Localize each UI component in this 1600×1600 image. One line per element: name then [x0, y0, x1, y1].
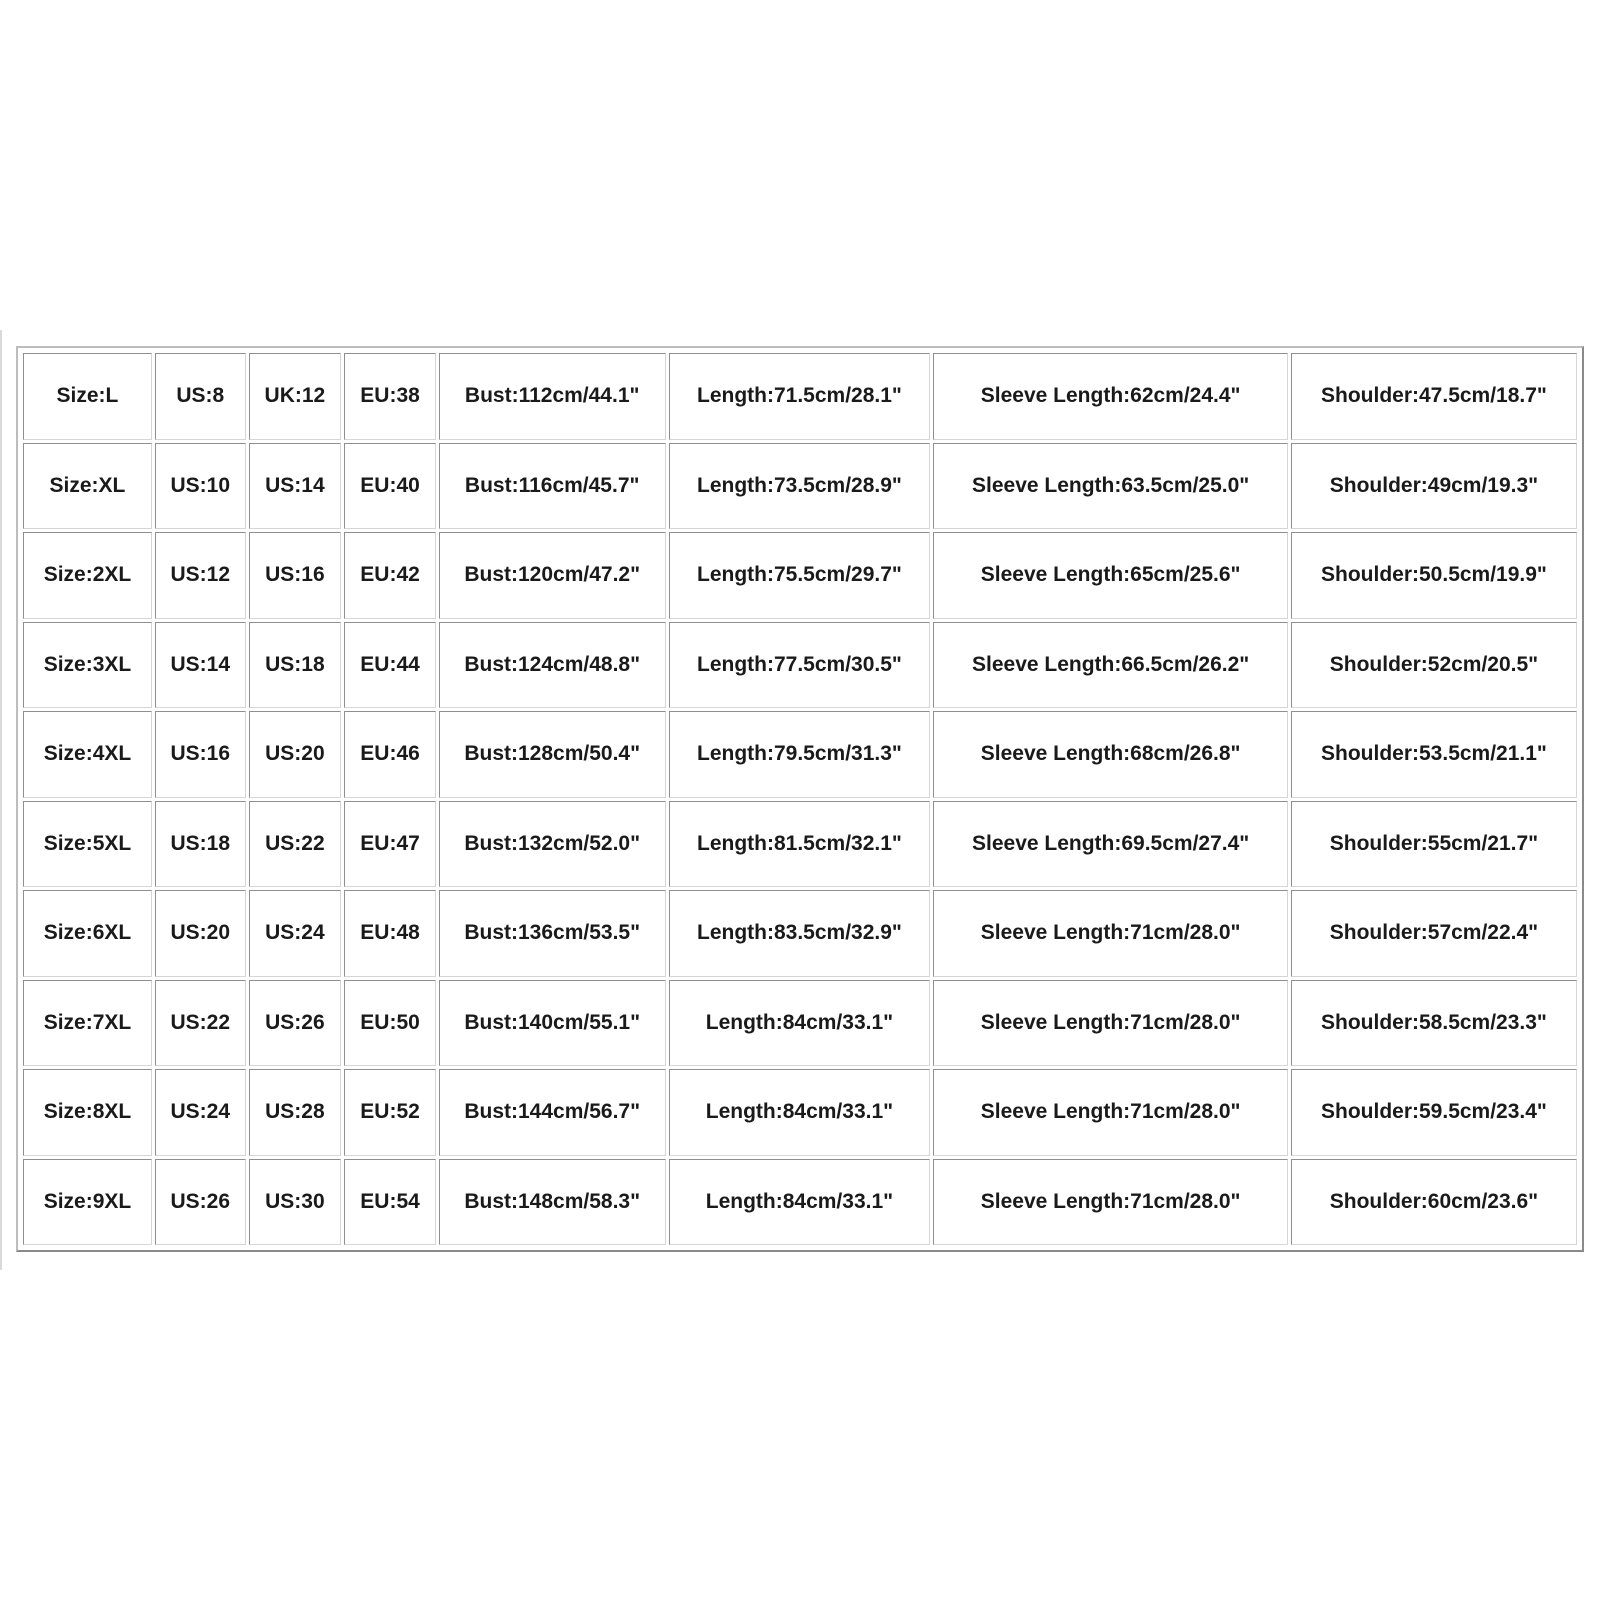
- sleeve-length-cell: Sleeve Length:69.5cm/27.4": [933, 801, 1288, 888]
- us-size-cell: US:8: [155, 353, 246, 440]
- uk-size-cell: US:24: [249, 890, 342, 977]
- uk-size-cell: US:20: [249, 711, 342, 798]
- table-row: [23, 1069, 1577, 1156]
- eu-size-cell: EU:38: [344, 353, 436, 440]
- length-cell: Length:75.5cm/29.7": [669, 532, 931, 619]
- table-row: [23, 890, 1577, 977]
- table-row: [23, 443, 1577, 530]
- shoulder-cell: Shoulder:59.5cm/23.4": [1291, 1069, 1577, 1156]
- length-cell: Length:81.5cm/32.1": [669, 801, 931, 888]
- sleeve-length-cell: Sleeve Length:62cm/24.4": [933, 353, 1288, 440]
- size-cell: Size:2XL: [23, 532, 152, 619]
- size-cell: Size:9XL: [23, 1159, 152, 1246]
- bust-cell: Bust:144cm/56.7": [439, 1069, 666, 1156]
- us-size-cell: US:22: [155, 980, 246, 1067]
- uk-size-cell: US:30: [249, 1159, 342, 1246]
- eu-size-cell: EU:44: [344, 622, 436, 709]
- size-cell: Size:6XL: [23, 890, 152, 977]
- us-size-cell: US:24: [155, 1069, 246, 1156]
- us-size-cell: US:18: [155, 801, 246, 888]
- us-size-cell: US:20: [155, 890, 246, 977]
- length-cell: Length:71.5cm/28.1": [669, 353, 931, 440]
- sleeve-length-cell: Sleeve Length:71cm/28.0": [933, 890, 1288, 977]
- sleeve-length-cell: Sleeve Length:65cm/25.6": [933, 532, 1288, 619]
- shoulder-cell: Shoulder:58.5cm/23.3": [1291, 980, 1577, 1067]
- table-row: [23, 353, 1577, 440]
- us-size-cell: US:12: [155, 532, 246, 619]
- length-cell: Length:84cm/33.1": [669, 980, 931, 1067]
- bust-cell: Bust:116cm/45.7": [439, 443, 666, 530]
- us-size-cell: US:26: [155, 1159, 246, 1246]
- eu-size-cell: EU:46: [344, 711, 436, 798]
- us-size-cell: US:14: [155, 622, 246, 709]
- bust-cell: Bust:136cm/53.5": [439, 890, 666, 977]
- uk-size-cell: US:22: [249, 801, 342, 888]
- length-cell: Length:77.5cm/30.5": [669, 622, 931, 709]
- size-cell: Size:XL: [23, 443, 152, 530]
- size-chart-frame: [16, 346, 1584, 1252]
- eu-size-cell: EU:40: [344, 443, 436, 530]
- shoulder-cell: Shoulder:47.5cm/18.7": [1291, 353, 1577, 440]
- uk-size-cell: US:18: [249, 622, 342, 709]
- table-row: [23, 532, 1577, 619]
- shoulder-cell: Shoulder:57cm/22.4": [1291, 890, 1577, 977]
- length-cell: Length:84cm/33.1": [669, 1069, 931, 1156]
- sleeve-length-cell: Sleeve Length:68cm/26.8": [933, 711, 1288, 798]
- length-cell: Length:73.5cm/28.9": [669, 443, 931, 530]
- table-row: [23, 622, 1577, 709]
- sleeve-length-cell: Sleeve Length:66.5cm/26.2": [933, 622, 1288, 709]
- shoulder-cell: Shoulder:50.5cm/19.9": [1291, 532, 1577, 619]
- shoulder-cell: Shoulder:60cm/23.6": [1291, 1159, 1577, 1246]
- bust-cell: Bust:132cm/52.0": [439, 801, 666, 888]
- page-edge-line: [0, 330, 2, 1270]
- length-cell: Length:83.5cm/32.9": [669, 890, 931, 977]
- size-chart-table: [20, 350, 1580, 1248]
- shoulder-cell: Shoulder:55cm/21.7": [1291, 801, 1577, 888]
- sleeve-length-cell: Sleeve Length:71cm/28.0": [933, 1069, 1288, 1156]
- size-cell: Size:4XL: [23, 711, 152, 798]
- sleeve-length-cell: Sleeve Length:71cm/28.0": [933, 1159, 1288, 1246]
- eu-size-cell: EU:54: [344, 1159, 436, 1246]
- bust-cell: Bust:124cm/48.8": [439, 622, 666, 709]
- size-cell: Size:5XL: [23, 801, 152, 888]
- bust-cell: Bust:140cm/55.1": [439, 980, 666, 1067]
- table-row: [23, 801, 1577, 888]
- table-row: [23, 1159, 1577, 1246]
- uk-size-cell: US:16: [249, 532, 342, 619]
- eu-size-cell: EU:47: [344, 801, 436, 888]
- length-cell: Length:79.5cm/31.3": [669, 711, 931, 798]
- bust-cell: Bust:112cm/44.1": [439, 353, 666, 440]
- table-row: [23, 711, 1577, 798]
- size-cell: Size:7XL: [23, 980, 152, 1067]
- sleeve-length-cell: Sleeve Length:63.5cm/25.0": [933, 443, 1288, 530]
- length-cell: Length:84cm/33.1": [669, 1159, 931, 1246]
- eu-size-cell: EU:52: [344, 1069, 436, 1156]
- us-size-cell: US:10: [155, 443, 246, 530]
- eu-size-cell: EU:42: [344, 532, 436, 619]
- uk-size-cell: UK:12: [249, 353, 342, 440]
- eu-size-cell: EU:48: [344, 890, 436, 977]
- size-cell: Size:3XL: [23, 622, 152, 709]
- size-cell: Size:L: [23, 353, 152, 440]
- bust-cell: Bust:128cm/50.4": [439, 711, 666, 798]
- uk-size-cell: US:28: [249, 1069, 342, 1156]
- eu-size-cell: EU:50: [344, 980, 436, 1067]
- shoulder-cell: Shoulder:49cm/19.3": [1291, 443, 1577, 530]
- table-row: [23, 980, 1577, 1067]
- uk-size-cell: US:14: [249, 443, 342, 530]
- size-cell: Size:8XL: [23, 1069, 152, 1156]
- shoulder-cell: Shoulder:52cm/20.5": [1291, 622, 1577, 709]
- uk-size-cell: US:26: [249, 980, 342, 1067]
- bust-cell: Bust:120cm/47.2": [439, 532, 666, 619]
- sleeve-length-cell: Sleeve Length:71cm/28.0": [933, 980, 1288, 1067]
- shoulder-cell: Shoulder:53.5cm/21.1": [1291, 711, 1577, 798]
- us-size-cell: US:16: [155, 711, 246, 798]
- bust-cell: Bust:148cm/58.3": [439, 1159, 666, 1246]
